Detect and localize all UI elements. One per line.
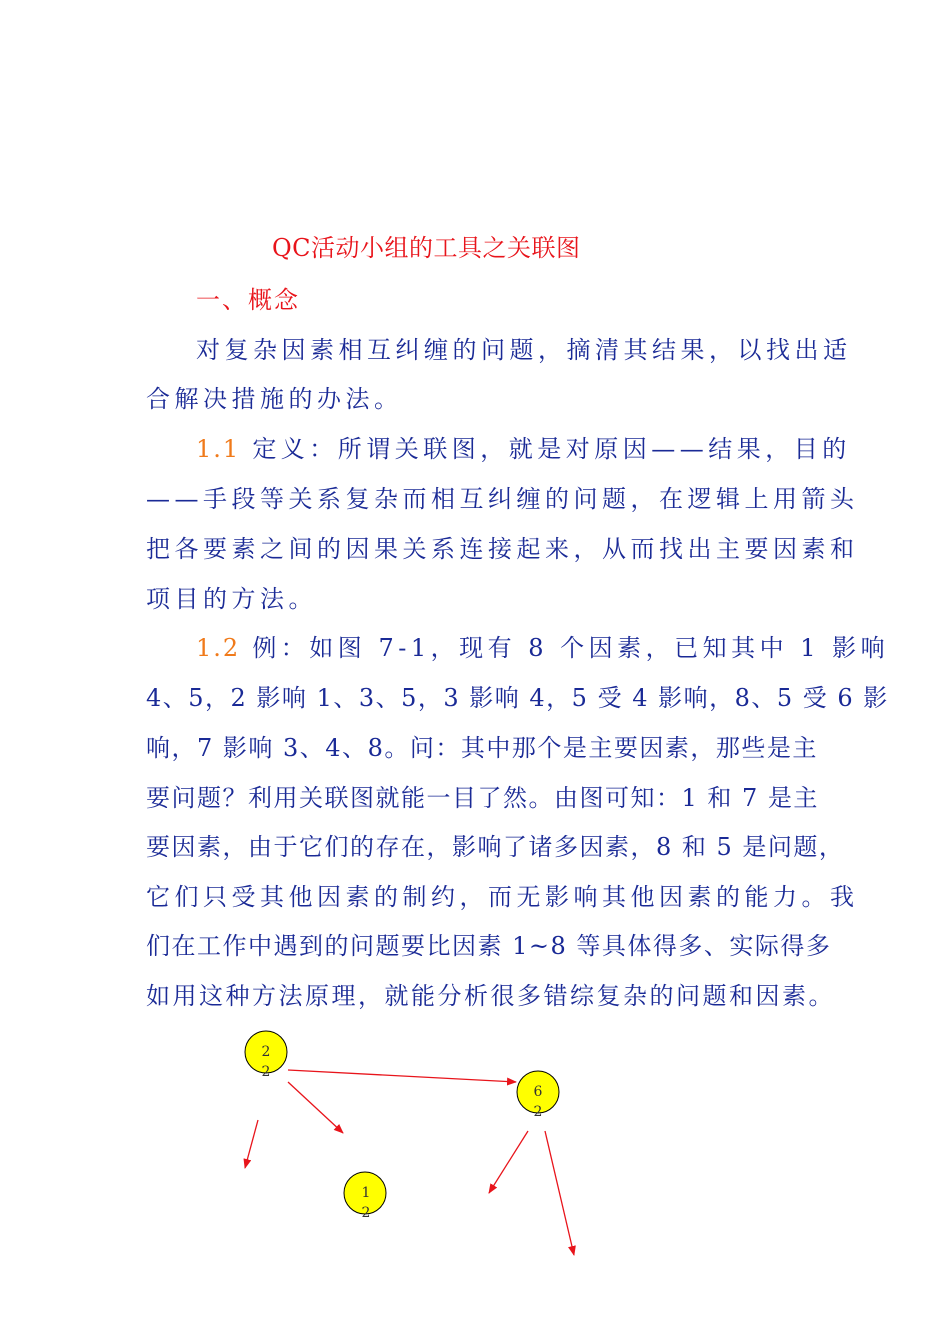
node-2 — [245, 1031, 287, 1080]
example-line-7: 们在工作中遇到的问题要比因素 1~8 等具体得多、实际得多 — [146, 932, 832, 960]
node-6-sublabel: 2 — [533, 1104, 543, 1120]
node-1-label: 1 — [361, 1185, 371, 1201]
example-number: 1.2 — [196, 634, 241, 662]
node-6 — [517, 1071, 559, 1120]
definition-text: 定义：所谓关联图，就是对原因——结果，目的 — [252, 435, 851, 463]
example-line-2: 4、5，2 影响 1、3、5，3 影响 4，5 受 4 影响，8、5 受 6 影 — [146, 684, 889, 712]
arrow-6-down-right — [545, 1131, 574, 1255]
example-text: 例：如图 7-1，现有 8 个因素，已知其中 1 影响 — [252, 634, 890, 662]
section-heading: 一、概念 — [196, 286, 300, 314]
definition-line-2: ——手段等关系复杂而相互纠缠的问题，在逻辑上用箭头 — [146, 485, 859, 513]
node-1 — [344, 1172, 386, 1221]
arrow-2-to-6 — [288, 1070, 516, 1082]
example-line-6: 它们只受其他因素的制约，而无影响其他因素的能力。我 — [146, 883, 859, 911]
node-6-label: 6 — [533, 1084, 543, 1100]
example-line-5: 要因素，由于它们的存在，影响了诸多因素，8 和 5 是问题， — [146, 833, 845, 861]
arrow-6-down-left — [489, 1131, 528, 1193]
node-1-sublabel: 2 — [361, 1205, 371, 1221]
intro-line-1: 对复杂因素相互纠缠的问题，摘清其结果，以找出适 — [196, 336, 852, 364]
node-2-label: 2 — [261, 1044, 271, 1060]
node-2-sublabel: 2 — [261, 1064, 271, 1080]
definition-line-4: 项目的方法。 — [146, 585, 317, 613]
example-line-3: 响，7 影响 3、4、8。问：其中那个是主要因素，那些是主 — [146, 734, 818, 762]
intro-line-2: 合解决措施的办法。 — [146, 385, 403, 413]
example-line-8: 如用这种方法原理，就能分析很多错综复杂的问题和因素。 — [146, 982, 835, 1010]
arrow-2-down-right — [288, 1082, 343, 1133]
definition-line-3: 把各要素之间的因果关系连接起来，从而找出主要因素和 — [146, 535, 859, 563]
arrow-left-down — [245, 1120, 258, 1168]
definition-number: 1.1 — [196, 435, 241, 463]
example-line-4: 要问题？利用关联图就能一目了然。由图可知：1 和 7 是主 — [146, 784, 819, 812]
page-title: QC活动小组的工具之关联图 — [272, 234, 581, 262]
